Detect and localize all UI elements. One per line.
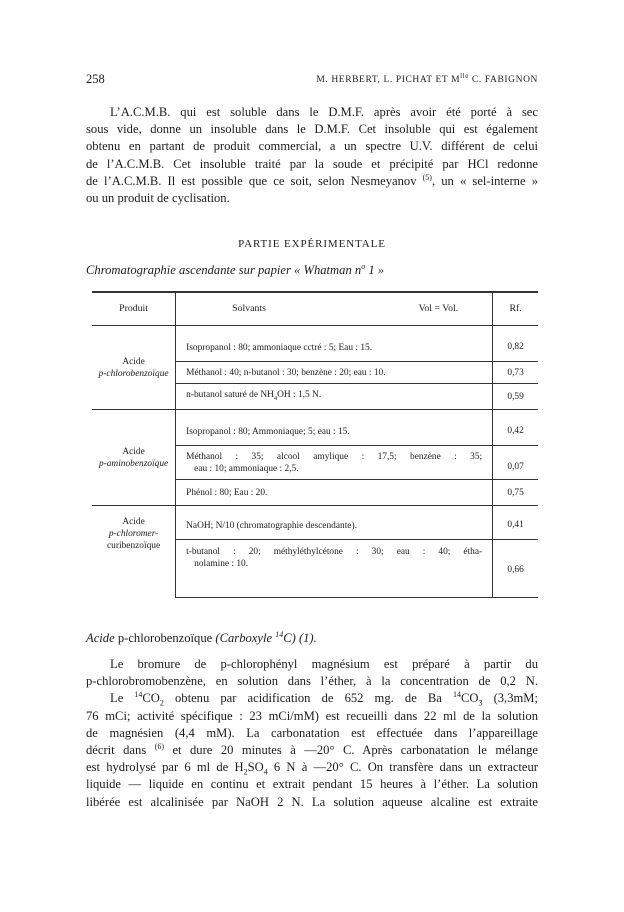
solvent-cell: NaOH; N/10 (chromatographie descendante). bbox=[176, 506, 493, 540]
rf-cell: 0,66 bbox=[493, 540, 538, 598]
solvent-cell: Phénol : 80; Eau : 20. bbox=[176, 480, 493, 506]
solvent-cell: Méthanol : 40; n-butanol : 30; benzène : 20; eau : 10. bbox=[176, 362, 493, 384]
header-product: Produit bbox=[92, 292, 176, 326]
solvent-cell: n-butanol saturé de $NH_4OH$ : 1,5 N. bbox=[176, 384, 493, 410]
table-caption: Chromatographie ascendante sur papier « Whatman $n^o$ 1 » bbox=[86, 262, 385, 278]
rf-cell: 0,41 bbox=[493, 506, 538, 540]
header-solvents: Solvants Vol = Vol. bbox=[176, 292, 493, 326]
rf-cell: 0,59 bbox=[493, 384, 538, 410]
solvent-cell: Isopropanol : 80; ammoniaque cctré : 5; Eau : 15. bbox=[176, 326, 493, 362]
rf-cell: 0,82 bbox=[493, 326, 538, 362]
table-row bbox=[92, 506, 538, 540]
table-row bbox=[92, 410, 538, 446]
rf-cell: 0,07 bbox=[493, 446, 538, 480]
rf-cell: 0,75 bbox=[493, 480, 538, 506]
solvent-cell: Méthanol : 35; alcool amylique : 17,5; benzène : 35; eau : 10; ammoniaque : 2,5. bbox=[176, 446, 493, 480]
body-text: Le bromure de p-chlorophényl magnésium est préparé à partir du p-chlorobromobenzène, en solution dans l’éther, à la concentration de 0,2 N. Le $^{14}CO_2$ obtenu par acidification de 652 mg. de Ba $^{14}CO_3$ (3,3mM; 76 mCi; activité spécifique : 23 mCi/mM) est recueilli dans 22 ml de la solution de magnésien (4,4 mM). La carbonatation est effectuée dans l’appareillage décrit dans $^{(6)}$ et dure 20 minutes à —20° C. Après carbonatation le mélange est hydrolysé par 6 ml de $H_2SO_4$ 6 N à —20° C. On transfère dans un extracteur liquide — liquide en continu et extrait pendant 15 heures à l’éther. La solution libérée est alcalinisée par NaOH 2 N. La solution aqueuse alcaline est extraite bbox=[86, 657, 538, 809]
section-title: PARTIE EXPÉRIMENTALE bbox=[238, 238, 386, 250]
table-row bbox=[92, 326, 538, 362]
running-header bbox=[86, 72, 538, 88]
chromatography-table bbox=[92, 291, 538, 598]
rf-cell: 0,73 bbox=[493, 362, 538, 384]
solvent-cell: t-butanol : 20; méthyléthylcétone : 30; eau : 40; étha- nolamine : 10. bbox=[176, 540, 493, 598]
page-number: 258 bbox=[86, 72, 105, 86]
header-rf: Rf. bbox=[493, 292, 538, 326]
rf-cell: 0,42 bbox=[493, 410, 538, 446]
intro-paragraph: L’A.C.M.B. qui est soluble dans le D.M.F. après avoir été porté à sec sous vide, donne un insoluble dans le D.M.F. Cet insoluble qui est également obtenu en partant de produit commercial, a un spectre U.V. différent de celui de l’A.C.M.B. Cet insoluble traité par la soude et précipité par HCl redonne de l’A.C.M.B. Il est possible que ce soit, selon Nesmeyanov $^{(5)}$, un « sel-interne » ou un produit de cyclisation. bbox=[86, 105, 538, 206]
solvent-cell: Isopropanol : 80; Ammoniaque; 5; eau : 15. bbox=[176, 410, 493, 446]
product-cell: Acide p-chlorobenzoïque bbox=[92, 326, 176, 410]
product-cell: Acide p-chloromer- curibenzoïque bbox=[92, 506, 176, 598]
running-authors: M. HERBERT, L. PICHAT ET $M^{lle}$ C. FABIGNON bbox=[316, 72, 538, 86]
subsection-title: Acide p-chlorobenzoïque (Carboxyle $^{14}$C) (1). bbox=[86, 630, 317, 646]
product-cell: Acide p-aminobenzoïque bbox=[92, 410, 176, 506]
table-header-row bbox=[92, 292, 538, 326]
